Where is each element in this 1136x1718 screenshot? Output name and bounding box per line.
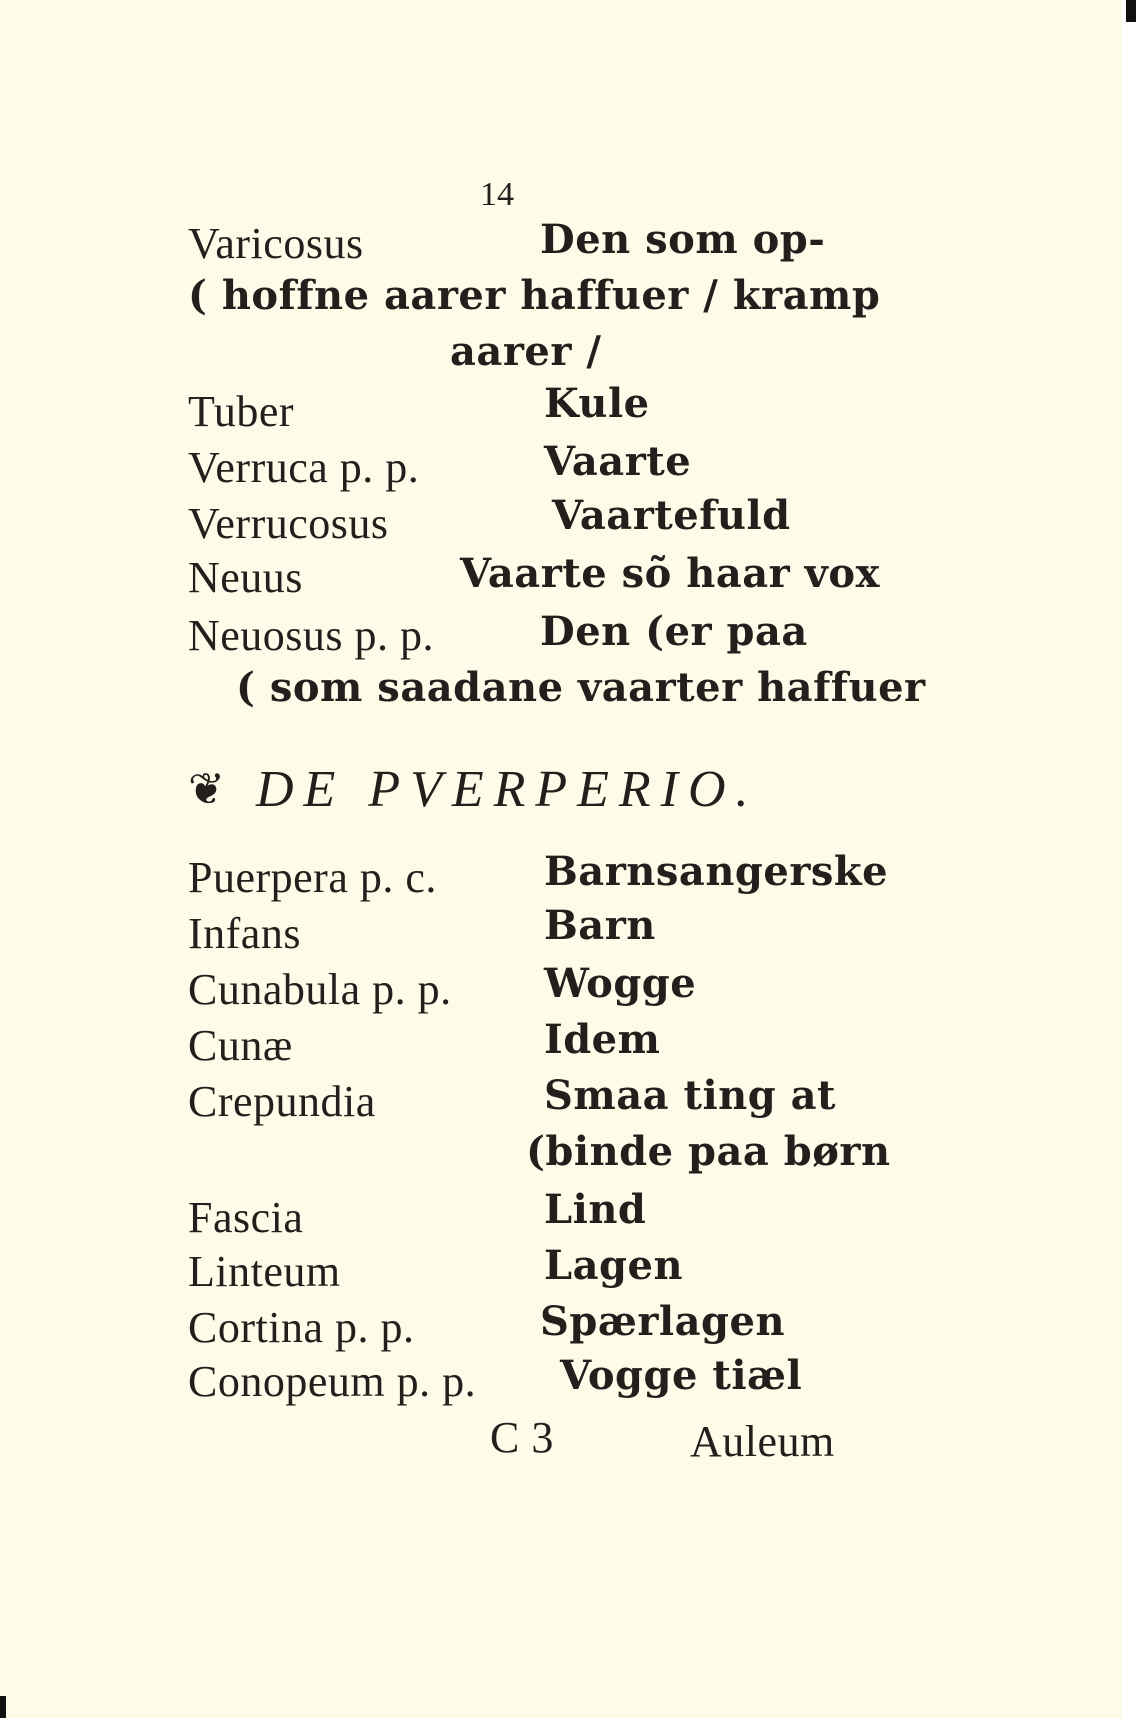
section-heading: DE PVERPERIO. xyxy=(256,761,759,818)
danish-gloss: Wogge xyxy=(544,960,697,1007)
latin-term: Cunæ xyxy=(188,1021,293,1070)
danish-gloss: Barnsangerske xyxy=(544,848,889,895)
latin-term: Tuber xyxy=(188,387,295,436)
catchword: Auleum xyxy=(690,1417,835,1466)
danish-gloss: Den som op- xyxy=(540,216,826,263)
latin-term: Verruca p. p. xyxy=(188,443,420,492)
latin-term: Linteum xyxy=(188,1247,341,1296)
danish-gloss: Den (er paa xyxy=(540,608,808,655)
scan-edge-mark xyxy=(1126,0,1136,22)
danish-gloss: Spærlagen xyxy=(540,1298,786,1345)
danish-gloss: Barn xyxy=(544,902,656,949)
scan-edge-mark xyxy=(0,1696,6,1718)
latin-term: Cunabula p. p. xyxy=(188,965,452,1014)
danish-gloss: Vaarte xyxy=(544,438,692,485)
latin-term: Verrucosus xyxy=(188,499,389,548)
gloss-continuation: ( som saadane vaarter haffuer xyxy=(236,664,926,711)
latin-term: Fascia xyxy=(188,1193,304,1242)
latin-term: Neuus xyxy=(188,553,303,602)
gloss-continuation: aarer / xyxy=(450,328,602,375)
latin-term: Neuosus p. p. xyxy=(188,611,435,660)
page-number: 14 xyxy=(480,176,514,213)
gloss-continuation: ( hoffne aarer haffuer / kramp xyxy=(188,272,881,319)
latin-term: Puerpera p. c. xyxy=(188,853,437,902)
latin-term: Conopeum p. p. xyxy=(188,1357,477,1406)
danish-gloss: Vaarte sõ haar vox xyxy=(460,550,880,597)
signature-mark: C 3 xyxy=(490,1413,554,1462)
page-edge xyxy=(1122,0,1136,1718)
danish-gloss: Smaa ting at xyxy=(544,1072,837,1119)
danish-gloss: Vogge tiæl xyxy=(560,1352,803,1399)
fleuron-icon: ❦ xyxy=(188,765,225,814)
danish-gloss: Kule xyxy=(544,380,650,427)
gloss-continuation: (binde paa børn xyxy=(526,1128,891,1175)
danish-gloss: Vaartefuld xyxy=(552,492,791,539)
latin-term: Infans xyxy=(188,909,301,958)
latin-term: Cortina p. p. xyxy=(188,1303,415,1352)
danish-gloss: Idem xyxy=(544,1016,661,1063)
danish-gloss: Lind xyxy=(544,1186,647,1233)
latin-term: Varicosus xyxy=(188,219,364,268)
latin-term: Crepundia xyxy=(188,1077,376,1126)
danish-gloss: Lagen xyxy=(544,1242,684,1289)
